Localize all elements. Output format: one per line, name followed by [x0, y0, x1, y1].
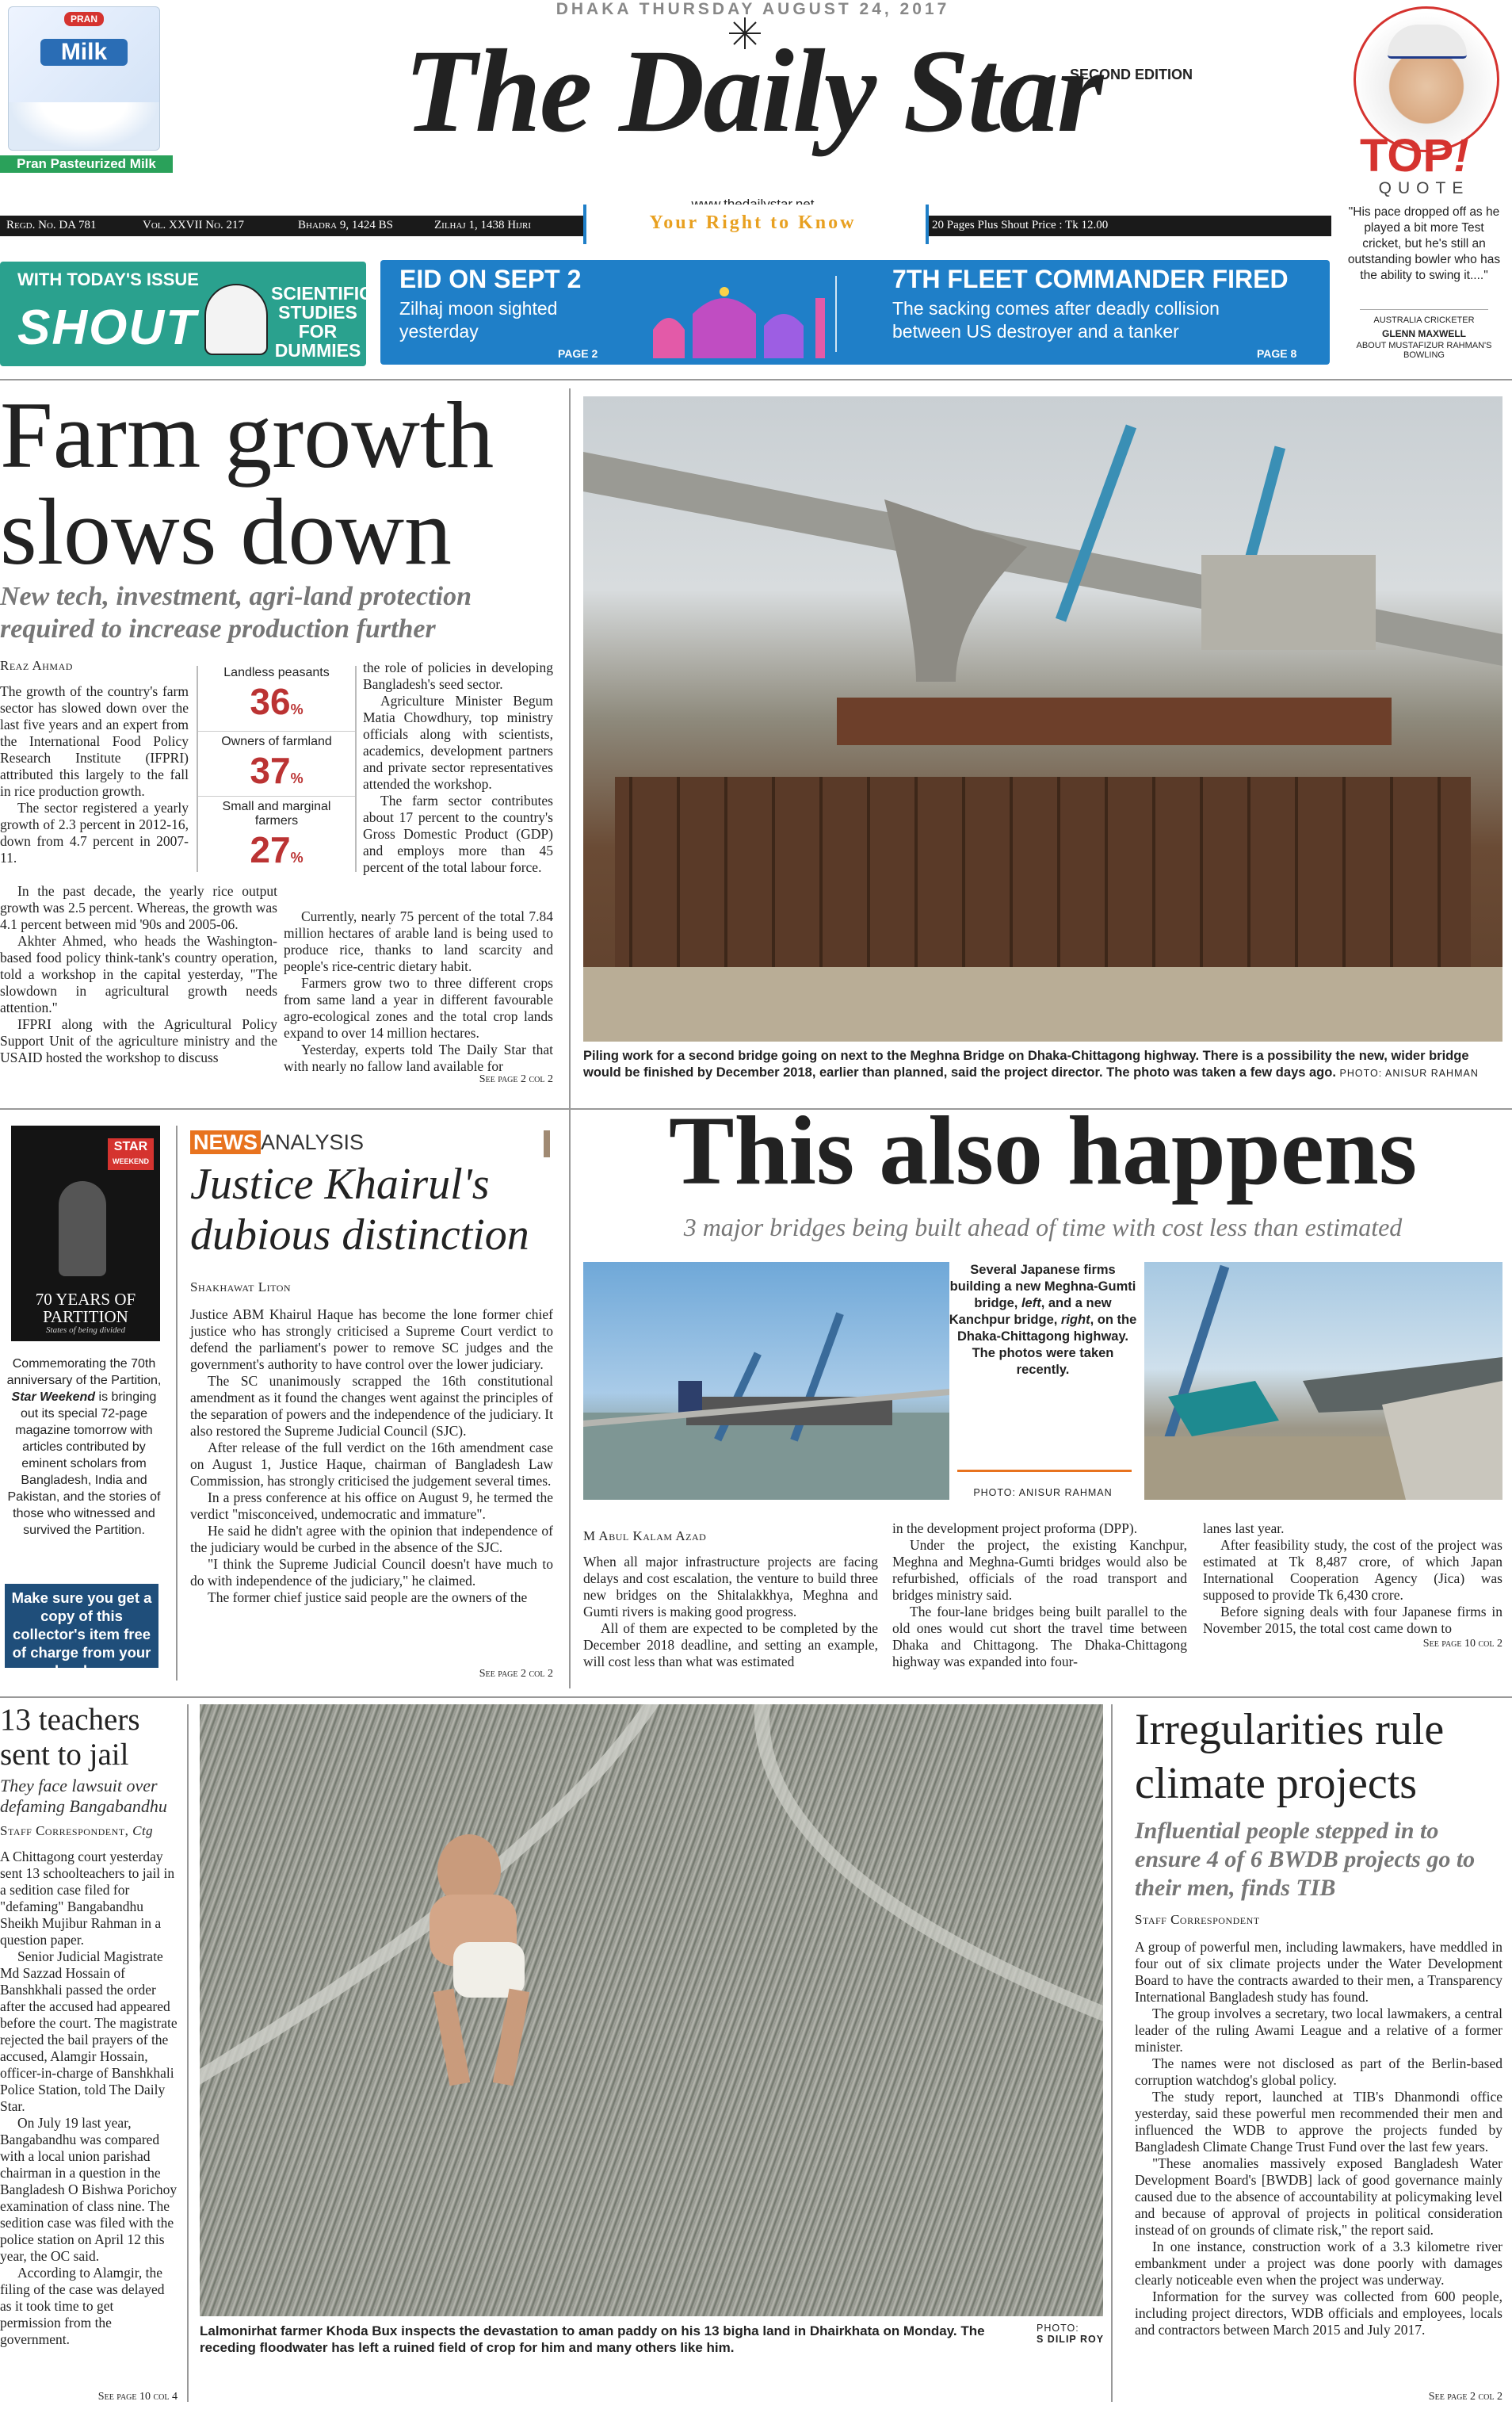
star-weekend-logo-star: STAR [113, 1140, 148, 1153]
climate-byline: Staff Correspondent [1135, 1912, 1260, 1927]
star-weekend-text [5, 1356, 163, 1539]
top-quote-subtitle: QUOTE [1378, 179, 1470, 197]
farm-c2p4: Currently, nearly 75 percent of the total 7.84 million hectares of arable land is being used to produce rice, thanks to land scarcity and people's rice-centric dietary habit. [284, 908, 553, 974]
shout-promo-text [271, 283, 372, 361]
teaser-eid-page: PAGE 2 [558, 347, 598, 360]
stat-small-unit: % [290, 850, 304, 866]
stat-landless [198, 666, 355, 723]
stat-small [198, 796, 355, 871]
star-icon [729, 17, 761, 49]
bridges-caption-rule [957, 1470, 1132, 1472]
top-quote-text: "His pace dropped off as he played a bit more Test cricket, but he's still an outstanding bowler who has the ability to swing it...." [1347, 205, 1501, 282]
volume-number: Vol. XXVII No. 217 [143, 219, 245, 231]
analysis-headline: Justice Khairul's dubious distinction [190, 1160, 529, 1260]
teachers-p3: On July 19 last year, Bangabandhu was compared with a local union parishad chairman in a question in the Bangladesh O Bishwa Porichoy examination of class nine. The sedition case was filed with the police station on April 12 this year, the OC said. [0, 2115, 178, 2264]
analysis-marker [544, 1130, 550, 1157]
farm-continued[interactable]: See page 2 col 2 [479, 1073, 553, 1085]
meghna-gumti-photo [583, 1262, 949, 1500]
farm-subhead: New tech, investment, agri-land protection required to increase production further [0, 582, 472, 644]
analysis-byline: Shakhawat Liton [190, 1279, 292, 1294]
teaser-fleet-text: The sacking comes after deadly collision between US destroyer and a tanker [892, 298, 1220, 342]
bridges-photo-caption [948, 1262, 1138, 1378]
farm-byline: Reaz Ahmad [0, 658, 73, 673]
climate-p3: The names were not disclosed as part of the Berlin-based corruption watchdog's global policy. [1135, 2055, 1502, 2088]
shout-promo-line1: SCIENTIFIC [271, 283, 372, 304]
mosque-illustration [637, 282, 843, 358]
partition-figure [59, 1181, 106, 1276]
climate-headline: Irregularities rule climate projects [1135, 1705, 1445, 1808]
analysis-p6: "I think the Supreme Judicial Council doesn't have much to do with independence of the judiciary," he claimed. [190, 1556, 553, 1589]
shout-logo: SHOUT [17, 300, 197, 355]
rule-vert-lower-left [187, 1704, 189, 2402]
climate-p1: A group of powerful men, including lawmakers, have meddled in four out of six climate projects under the Water Development Board to have the contracts awarded to their men, a Transparency International Bangladesh study has found. [1135, 1939, 1502, 2005]
star-weekend-cover-sub: States of being divided [46, 1325, 125, 1335]
climate-body [1135, 1939, 1502, 2338]
bridges-cap-e: , on the Dhaka-Chittagong highway. The photos were taken recently. [956, 1313, 1137, 1377]
top-quote-role: AUSTRALIA CRICKETER [1373, 315, 1475, 325]
analysis-continued[interactable]: See page 2 col 2 [479, 1668, 553, 1680]
teachers-headline: 13 teachers sent to jail [0, 1703, 140, 1772]
shout-mascot-icon [204, 284, 268, 355]
bengali-date: Bhadra 9, 1424 BS [298, 219, 393, 231]
teachers-subhead: They face lawsuit over defaming Bangabandhu [0, 1776, 167, 1816]
top-quote-context: ABOUT MUSTAFIZUR RAHMAN'S BOWLING [1356, 341, 1492, 360]
bridges-c3p1: lanes last year. [1203, 1520, 1285, 1536]
rule-lower [0, 1696, 1512, 1698]
farm-stats-box [197, 666, 357, 872]
climate-p7: Information for the survey was collected from 600 people, including project directors, WDB officials and employees, locals and contractors between March 2015 and July 2017. [1135, 2289, 1502, 2338]
milk-pack-image [8, 6, 160, 151]
analysis-body [190, 1306, 553, 1606]
teachers-byline-place: Ctg [132, 1823, 154, 1838]
rule-top [0, 379, 1512, 380]
star-weekend-text-b: Star Weekend [11, 1390, 96, 1404]
pran-logo: PRAN [64, 12, 104, 26]
kanchpur-photo [1144, 1262, 1502, 1500]
teachers-continued[interactable]: See page 10 col 4 [97, 2391, 178, 2403]
analysis-p7: The former chief justice said people are the owners of the [208, 1589, 528, 1605]
teaser-fleet-title: 7TH FLEET COMMANDER FIRED [892, 265, 1289, 293]
star-weekend-promo[interactable] [0, 1126, 168, 1679]
stat-owners-number: 37 [250, 750, 291, 791]
farm-p2: The sector registered a yearly growth of 2.3 percent in 2012-16, down from 4.7 percent in 2007-11. [0, 800, 189, 866]
teachers-byline-text: Staff Correspondent, [0, 1823, 129, 1838]
shout-with-issue: WITH TODAY'S ISSUE [17, 270, 199, 289]
star-weekend-cta: Make sure you get a copy of this collector's item free of charge from your hawker. [5, 1584, 158, 1668]
farm-c2p1: the role of policies in developing Bangladesh's seed sector. [363, 660, 553, 692]
top-quote-divider [1360, 309, 1488, 310]
tagline: Your Right to Know [649, 212, 857, 233]
farm-col1b [0, 883, 277, 1066]
stat-landless-unit: % [290, 702, 304, 717]
top-quote-box [1336, 0, 1512, 365]
teachers-p1: A Chittagong court yesterday sent 13 schoolteachers to jail in a sedition case filed for "defaming" Bangabandhu Sheikh Mujibur Rahman in a question paper. [0, 1849, 175, 1948]
teachers-p2: Senior Judicial Magistrate Md Sazzad Hossain of Banshkhali passed the order after the accused had appeared before the court. The magistrate rejected the bail prayers of the accused, Alamgir Hossain, officer-in-charge of Banshkhali Police Station, told The Daily Star. [0, 1948, 178, 2114]
stat-landless-label: Landless peasants [223, 666, 330, 679]
stat-owners-unit: % [290, 770, 304, 786]
rule-vert-1 [569, 388, 571, 1688]
stat-small-label: Small and marginal farmers [222, 800, 331, 828]
climate-p2: The group involves a secretary, two local lawmakers, a central leader of the ruling Awami League and a relative of a former minister. [1135, 2006, 1502, 2055]
stat-owners [198, 731, 355, 792]
ad-caption: Pran Pasteurized Milk [0, 155, 173, 173]
bridge-photo-credit: PHOTO: ANISUR RAHMAN [1339, 1068, 1479, 1079]
rule-vert-lower-right [1111, 1704, 1113, 2402]
edition-label: SECOND EDITION [1070, 67, 1193, 82]
bridges-cap-b: left [1021, 1296, 1041, 1310]
news-tag: NEWS [190, 1130, 261, 1154]
farm-c2p3: The farm sector contributes about 17 percent to the country's Gross Domestic Product (GDP) and employs more than 45 percent of the total labour force. [363, 793, 553, 875]
farm-p4: Akhter Ahmed, who heads the Washington-based food policy think-tank's country operation, told a workshop in the capital yesterday, "The slowdown in agricultural growth needs attention." [0, 933, 277, 1015]
shout-promo-line3: DUMMIES [274, 340, 361, 361]
milk-label: Milk [40, 39, 128, 66]
teaser-divider [835, 276, 837, 352]
analysis-p1: Justice ABM Khairul Haque has become the lone former chief justice who has strongly criticised a Supreme Court verdict to defend the parliament's power to remove SC judges and the government's authority to have control over the lower judiciary. [190, 1306, 553, 1372]
teaser-fleet[interactable] [892, 265, 1320, 360]
stat-small-number: 27 [250, 829, 291, 870]
farm-headline: Farm growth slows down [0, 382, 494, 584]
climate-subhead: Influential people stepped in to ensure 4 of 6 BWDB projects go to their men, finds TIB [1135, 1818, 1476, 1901]
teachers-byline [0, 1823, 181, 1839]
cap-shape [1388, 25, 1467, 59]
bridge-photo-caption [583, 1048, 1502, 1082]
dateline: DHAKA THURSDAY AUGUST 24, 2017 [556, 0, 950, 18]
analysis-p2: The SC unanimously scrapped the 16th constitutional amendment as it found the changes went against the principles of the separation of powers and the independence of the judiciary. It also restored the Supreme Judicial Council (SJC). [190, 1373, 553, 1439]
stat-landless-number: 36 [250, 681, 291, 722]
bridges-byline: M Abul Kalam Azad [583, 1528, 707, 1543]
analysis-tag: ANALYSIS [261, 1130, 365, 1154]
paddy-field-photo [200, 1704, 1103, 2316]
climate-p6: In one instance, construction work of a 3.3 kilometre river embankment under a project was done poorly with damages clearly noticeable even when the project was underway. [1135, 2239, 1502, 2288]
bridges-cap-d: right [1060, 1313, 1090, 1327]
star-weekend-cover-title: 70 YEARS OF PARTITION [35, 1290, 136, 1326]
star-weekend-cover [11, 1126, 160, 1341]
farm-col2b [284, 908, 553, 1075]
stat-landless-value [198, 680, 355, 723]
teachers-body [0, 1849, 178, 2348]
paddy-credit-name: S DILIP ROY [1037, 2334, 1105, 2345]
paddy-photo-credit [1037, 2323, 1108, 2345]
teaser-eid-title: EID ON SEPT 2 [399, 265, 582, 293]
bridges-subhead: 3 major bridges being built ahead of time with cost less than estimated [683, 1213, 1403, 1241]
bridges-photo-credit: PHOTO: ANISUR RAHMAN [973, 1487, 1113, 1498]
climate-continued[interactable]: See page 2 col 2 [1428, 2391, 1502, 2403]
farm-p5: IFPRI along with the Agricultural Policy Support Unit of the agriculture ministry and the USAID hosted the workshop to discuss [0, 1016, 277, 1065]
stat-owners-value [198, 749, 355, 792]
farm-c2p5: Farmers grow two to three different crops from same land a year in different favourable agro-ecological zones and the total crop lands expand to over 14 million hectares. [284, 975, 553, 1041]
star-weekend-logo [108, 1138, 154, 1170]
shout-promo[interactable] [0, 262, 372, 366]
analysis-p5: He said he didn't agree with the opinion that independence of the judiciary would be curbed in the absence of the SJC. [190, 1523, 553, 1555]
climate-p4: The study report, launched at TIB's Dhanmondi office yesterday, said these powerful men recommended their men and influenced the WDB to approve the projects funded by Bangladesh Climate Change Trust Fund over the last few years. [1135, 2089, 1502, 2155]
bridges-col2 [892, 1520, 1187, 1670]
teaser-fleet-page: PAGE 8 [1257, 347, 1297, 360]
analysis-p4: In a press conference at his office on August 9, he termed the verdict "misconceived, undemocratic and immature". [190, 1489, 553, 1522]
star-weekend-text-c: is bringing out its special 72-page magazine tomorrow with articles contributed by eminent scholars from Bangladesh, India and Pakistan, and the stories of those who witnessed and survived the Partition. [7, 1390, 161, 1537]
regd-number: Regd. No. DA 781 [6, 219, 97, 231]
bridges-c1p1: When all major infrastructure projects are facing delays and cost escalation, the venture to build three new bridges on the Shitalakkhya, Meghna and Gumti rivers is making good progress. [583, 1554, 878, 1619]
news-analysis-tag [190, 1130, 364, 1155]
bridges-col3 [1203, 1520, 1502, 1637]
farm-p3: In the past decade, the yearly rice output growth was 2.5 percent. Whereas, the growth was 4.1 percent between mid '90s and 2005-06. [0, 883, 277, 932]
farm-col2 [363, 660, 553, 876]
farm-p1: The growth of the country's farm sector has slowed down over the last five years and an expert from the International Food Policy Research Institute (IFPRI) attributed this largely to the fall in rice production growth. [0, 683, 189, 799]
masthead-title: The Daily Star [403, 25, 1102, 157]
teaser-eid-text: Zilhaj moon sighted yesterday [399, 298, 558, 342]
teachers-p4: According to Alamgir, the filing of the case was delayed as it took time to get permission from the government. [0, 2265, 165, 2347]
farm-c2p6: Yesterday, experts told The Daily Star that with nearly no fallow land available for [284, 1042, 553, 1074]
stat-owners-label: Owners of farmland [221, 735, 332, 748]
bridges-c2p3: The four-lane bridges being built parallel to the old ones would cut short the travel time between Dhaka and Chittagong. The Dhaka-Chittagong highway was expanded into four- [892, 1604, 1187, 1669]
top-quote-name: GLENN MAXWELL [1382, 328, 1466, 339]
bridges-headline: This also happens [668, 1096, 1418, 1205]
bridges-c3p3: Before signing deals with four Japanese firms in November 2015, the total cost came down to [1203, 1604, 1502, 1636]
rule-vert-star [176, 1126, 178, 1681]
price-info: 20 Pages Plus Shout Price : Tk 12.00 [932, 219, 1109, 231]
star-weekend-text-a: Commemorating the 70th anniversary of the Partition, [6, 1357, 162, 1387]
bridges-c3p2: After feasibility study, the cost of the project was estimated at Tk 8,487 crore, of which Japan International Cooperation Agency (Jica) was supposed to provide Tk 6,430 crore. [1203, 1537, 1502, 1603]
paddy-photo-caption: Lalmonirhat farmer Khoda Bux inspects the devastation to aman paddy on his 13 bigha land in Dhairkhata on Monday. The receding floodwater has left a ruined field of crop for him and many others like him. [200, 2323, 985, 2355]
bridges-col1 [583, 1554, 878, 1670]
bridges-continued[interactable]: See page 10 col 2 [1422, 1638, 1502, 1650]
bridges-cap-a: Several Japanese firms building a new Meghna-Gumti bridge, [949, 1263, 1136, 1310]
milk-splash [9, 102, 159, 150]
hijri-date: Zilhaj 1, 1438 Hijri [434, 219, 531, 231]
bridges-c1p2: All of them are expected to be completed by the December 2018 deadline, and setting an example, will cost less than what was estimated [583, 1620, 878, 1669]
analysis-p3: After release of the full verdict on the 16th amendment case on August 1, Justice Haque, chairman of Bangladesh Law Commission, has strongly criticised the judgement several times. [190, 1440, 553, 1489]
meghna-bridge-photo [583, 396, 1502, 1042]
star-weekend-logo-weekend: WEEKEND [112, 1157, 149, 1165]
bridges-c2p1: in the development project proforma (DPP). [892, 1520, 1138, 1536]
climate-p5: "These anomalies massively exposed Bangladesh Water Development Board's [BWDB] lack of good governance mainly caused due to the absence of accountability at policymaking level and because of approval of projects in political consideration instead of on grounds of climate risk," the report said. [1135, 2155, 1502, 2238]
pran-milk-ad [0, 0, 173, 173]
farm-c2p2: Agriculture Minister Begum Matia Chowdhury, top ministry officials along with scientists, academics, development partners and private sector representatives attended the workshop. [363, 693, 553, 792]
top-quote-title-text: TOP [1360, 130, 1454, 182]
bridge-caption-text: Piling work for a second bridge going on next to the Meghna Bridge on Dhaka-Chittagong highway. There is a possibility the new, wider bridge would be finished by December 2018, earlier than planned, said the project director. The photo was taken a few days ago. [583, 1049, 1469, 1080]
paddy-credit-label: PHOTO: [1037, 2323, 1079, 2334]
shout-promo-line2: STUDIES FOR [278, 302, 357, 342]
stat-small-value [198, 828, 355, 871]
farm-col1 [0, 683, 189, 866]
teaser-bar [380, 260, 1330, 365]
bridges-c2p2: Under the project, the existing Kanchpur, Meghna and Meghna-Gumti bridges would also be refurbished, officials of the road transport and bridges ministry said. [892, 1537, 1187, 1603]
bridges-cap-c: , and a new Kanchpur bridge, [949, 1296, 1112, 1327]
teaser-eid[interactable] [399, 265, 843, 360]
top-quote-exclaim: ! [1453, 130, 1469, 182]
top-quote-title [1360, 130, 1469, 182]
